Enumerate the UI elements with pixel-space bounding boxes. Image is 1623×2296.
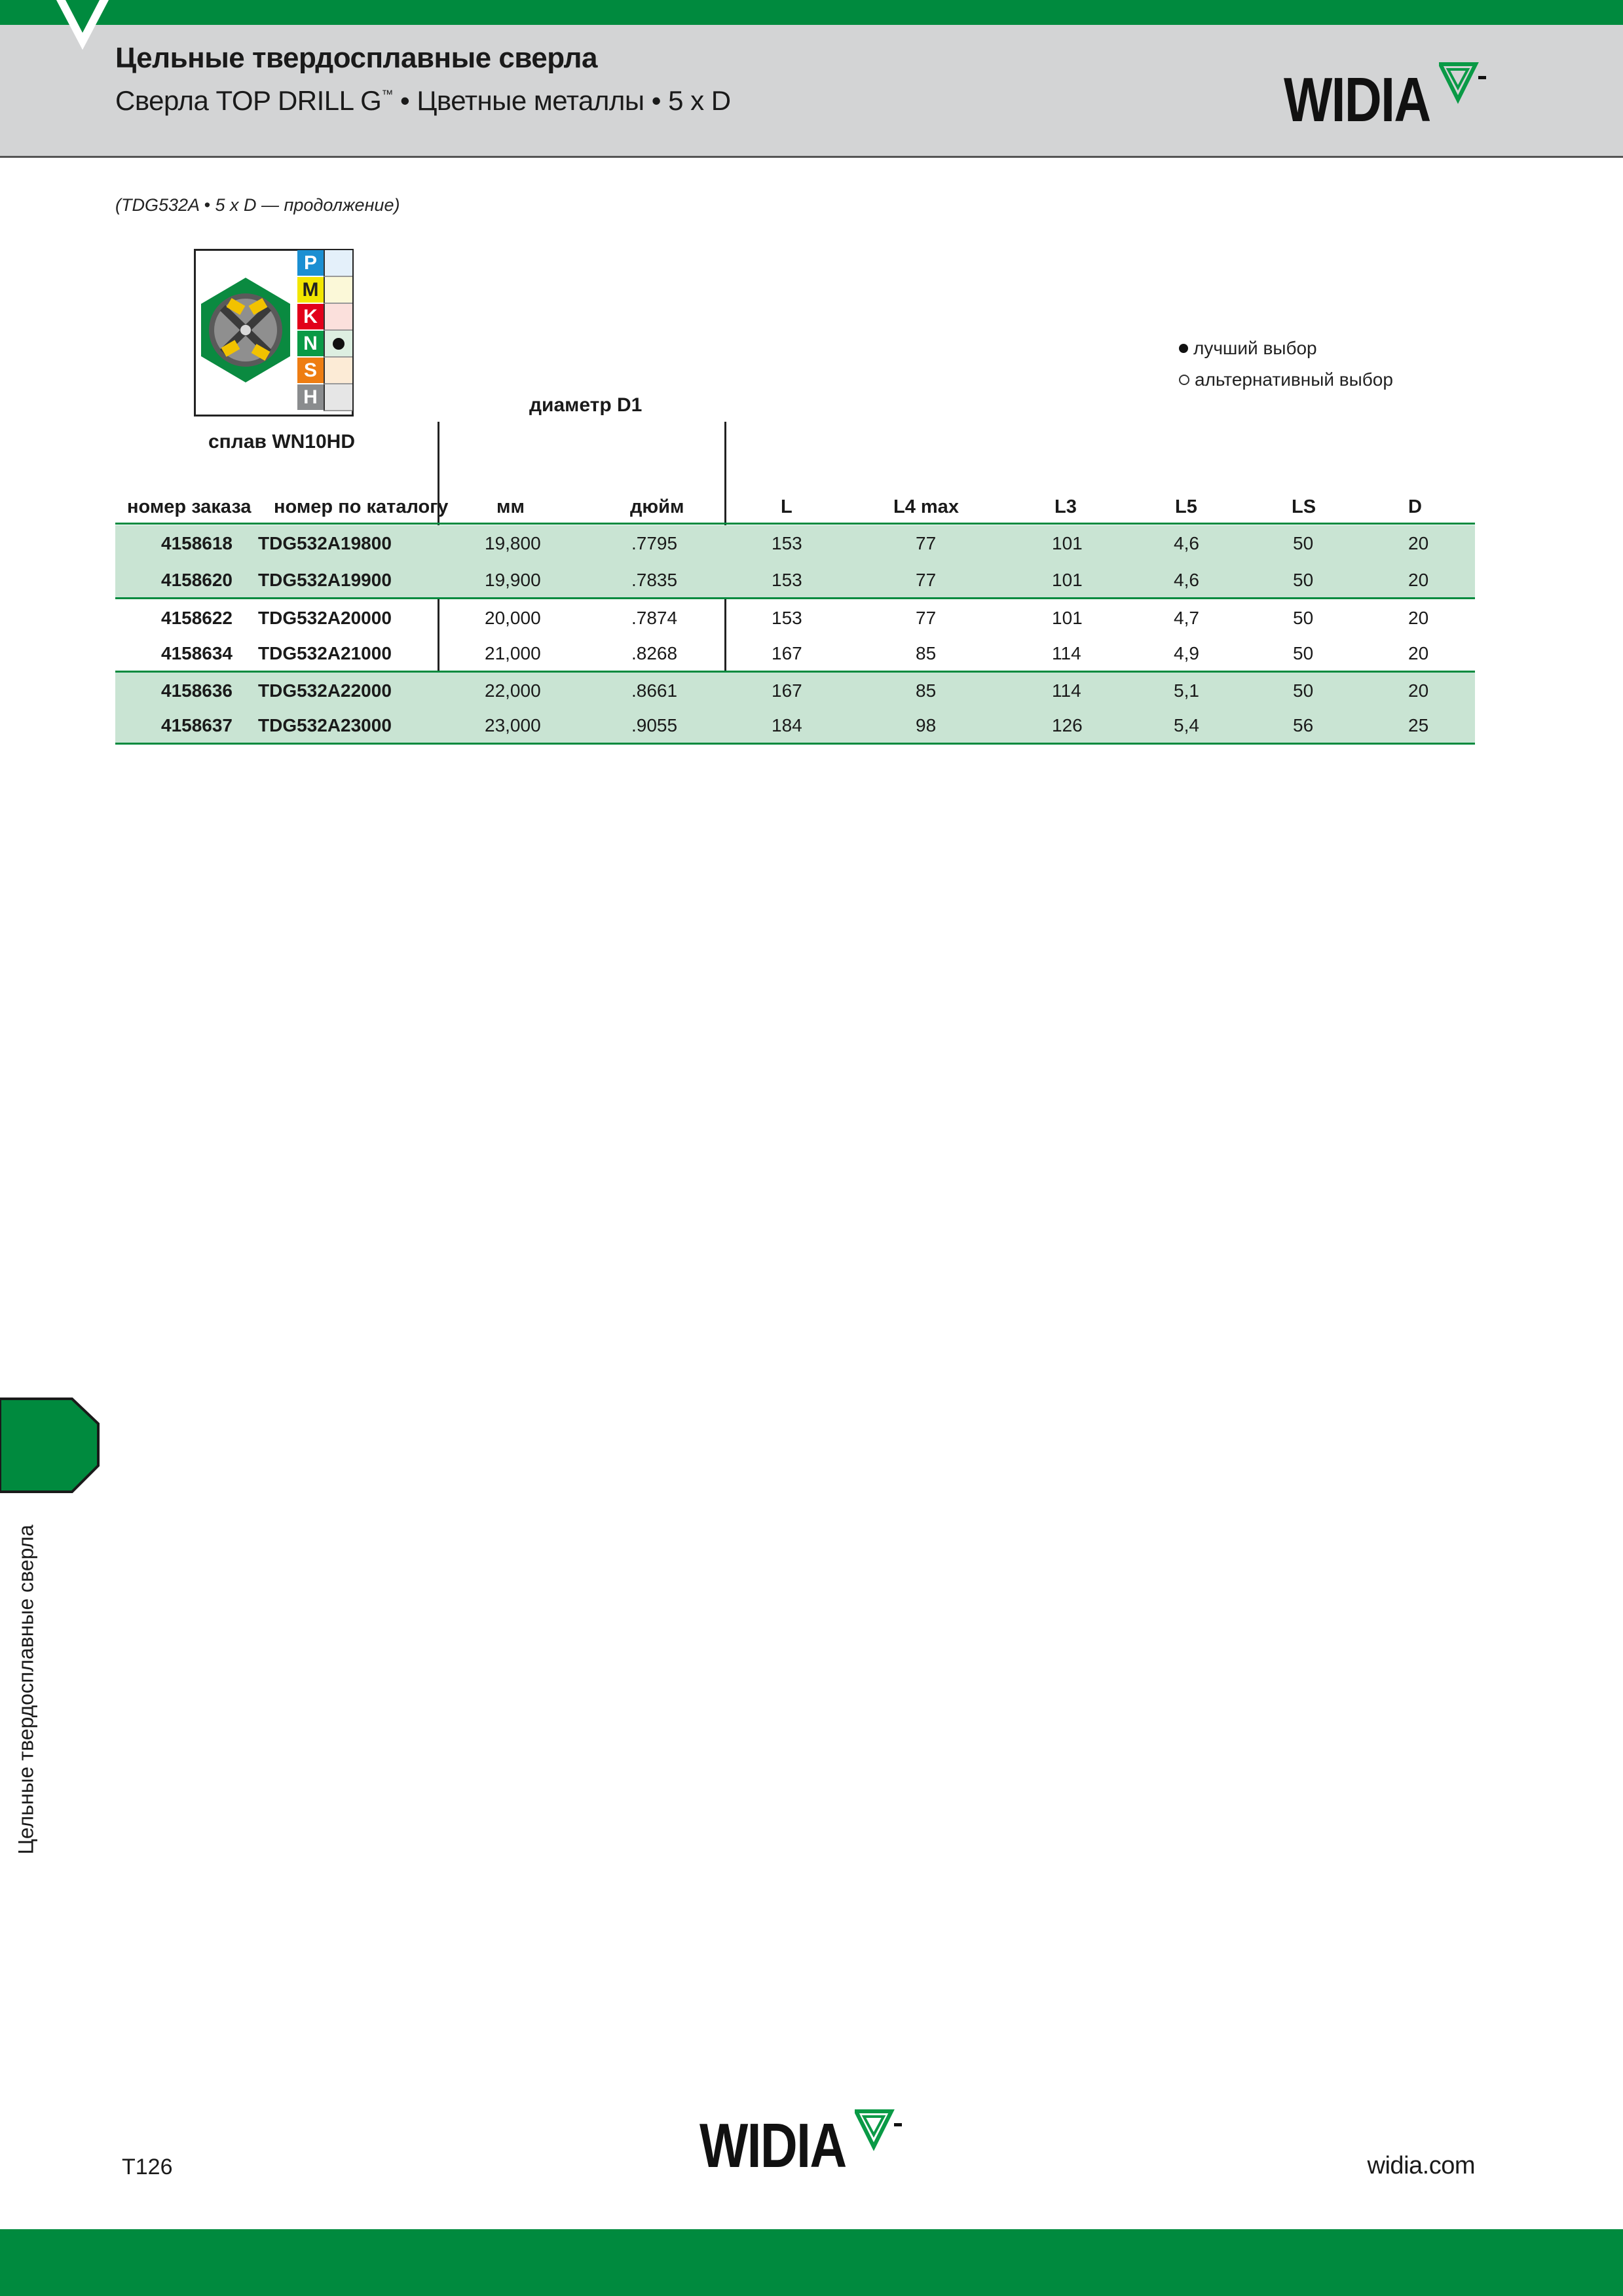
page-number: T126 bbox=[122, 2155, 173, 2179]
cell-catalog: TDG532A22000 bbox=[258, 680, 392, 701]
col-header-d: D bbox=[1408, 496, 1422, 517]
cell-inch: .8661 bbox=[631, 680, 678, 701]
cell-inch: .7874 bbox=[631, 608, 678, 628]
iso-row-k bbox=[297, 304, 354, 331]
cell-mm: 20,000 bbox=[485, 608, 541, 628]
cell-mm: 23,000 bbox=[485, 715, 541, 735]
cell-inch: .7795 bbox=[631, 533, 678, 553]
cell-ls: 56 bbox=[1293, 715, 1314, 735]
cell-mm: 21,000 bbox=[485, 643, 541, 663]
side-section-label bbox=[0, 1506, 52, 1873]
iso-row-h bbox=[297, 384, 354, 411]
corner-notch-accent bbox=[65, 0, 100, 33]
iso-letter-h: H bbox=[297, 384, 324, 411]
cell-l4max: 85 bbox=[916, 680, 937, 701]
col-header-catalog: номер по каталогу bbox=[274, 496, 449, 517]
cell-d: 20 bbox=[1408, 643, 1429, 663]
iso-cell-k bbox=[324, 304, 352, 331]
col-header-order: номер заказа bbox=[127, 496, 252, 517]
table-bottom-rule bbox=[115, 743, 1475, 745]
legend-alternative bbox=[1179, 369, 1393, 390]
iso-cell-n bbox=[324, 331, 352, 358]
cell-l4max: 77 bbox=[916, 570, 937, 590]
bottom-green-bar bbox=[0, 2229, 1623, 2296]
cell-d: 20 bbox=[1408, 533, 1429, 553]
cell-order: 4158637 bbox=[161, 715, 233, 735]
iso-row-n bbox=[297, 331, 354, 358]
cell-d: 20 bbox=[1408, 570, 1429, 590]
col-header-l4max: L4 max bbox=[893, 496, 959, 517]
cell-l5: 4,6 bbox=[1174, 533, 1199, 553]
iso-row-s bbox=[297, 358, 354, 384]
col-header-l3: L3 bbox=[1054, 496, 1077, 517]
cell-order: 4158622 bbox=[161, 608, 233, 628]
col-header-l5: L5 bbox=[1175, 496, 1197, 517]
col-header-ls: LS bbox=[1292, 496, 1316, 517]
cell-inch: .7835 bbox=[631, 570, 678, 590]
cell-l: 153 bbox=[772, 533, 802, 553]
cell-mm: 19,900 bbox=[485, 570, 541, 590]
iso-material-groups bbox=[297, 250, 354, 411]
cell-l: 184 bbox=[772, 715, 802, 735]
cell-order: 4158636 bbox=[161, 680, 233, 701]
iso-letter-n: N bbox=[297, 331, 324, 358]
cell-l5: 5,4 bbox=[1174, 715, 1199, 735]
footer-logo-triangle-icon bbox=[855, 2109, 907, 2155]
alloy-label: сплав WN10HD bbox=[208, 431, 356, 453]
logo-wordmark: WIDIA bbox=[1284, 65, 1430, 135]
legend-best-label: лучший выбор bbox=[1193, 338, 1317, 358]
col-header-mm: мм bbox=[496, 496, 525, 517]
cell-d: 20 bbox=[1408, 608, 1429, 628]
cell-ls: 50 bbox=[1293, 608, 1314, 628]
cell-d: 25 bbox=[1408, 715, 1429, 735]
table-row bbox=[115, 673, 1475, 709]
cell-catalog: TDG532A19900 bbox=[258, 570, 392, 590]
continuation-note: (TDG532A • 5 x D — продолжение) bbox=[115, 195, 400, 215]
iso-letter-s: S bbox=[297, 358, 324, 384]
cell-ls: 50 bbox=[1293, 643, 1314, 663]
cell-catalog: TDG532A21000 bbox=[258, 643, 392, 663]
cell-l: 167 bbox=[772, 680, 802, 701]
table-row bbox=[115, 525, 1475, 562]
table-row bbox=[115, 600, 1475, 637]
iso-cell-m bbox=[324, 277, 352, 304]
best-choice-dot bbox=[333, 338, 345, 350]
cell-l: 167 bbox=[772, 643, 802, 663]
footer-logo bbox=[700, 2111, 907, 2181]
cell-l5: 4,7 bbox=[1174, 608, 1199, 628]
cell-order: 4158634 bbox=[161, 643, 233, 663]
cell-l4max: 77 bbox=[916, 608, 937, 628]
cell-l: 153 bbox=[772, 570, 802, 590]
iso-cell-p bbox=[324, 250, 352, 277]
cell-catalog: TDG532A19800 bbox=[258, 533, 392, 553]
iso-cell-s bbox=[324, 358, 352, 384]
alternative-choice-icon bbox=[1179, 375, 1189, 385]
page-subtitle bbox=[115, 85, 731, 117]
cell-inch: .8268 bbox=[631, 643, 678, 663]
subtitle-part-2: • Цветные металлы • 5 x D bbox=[392, 85, 731, 116]
table-row bbox=[115, 562, 1475, 599]
side-section-text: Цельные твердосплавные сверла bbox=[14, 1525, 38, 1855]
legend-alternative-label: альтернативный выбор bbox=[1195, 369, 1393, 390]
cell-l5: 4,6 bbox=[1174, 570, 1199, 590]
table-row bbox=[115, 635, 1475, 672]
iso-row-p bbox=[297, 250, 354, 277]
cell-catalog: TDG532A23000 bbox=[258, 715, 392, 735]
cell-order: 4158620 bbox=[161, 570, 233, 590]
cell-l: 153 bbox=[772, 608, 802, 628]
logo-triangle-icon bbox=[1439, 62, 1491, 107]
cell-catalog: TDG532A20000 bbox=[258, 608, 392, 628]
table-row bbox=[115, 707, 1475, 744]
cell-mm: 22,000 bbox=[485, 680, 541, 701]
cell-l5: 5,1 bbox=[1174, 680, 1199, 701]
cell-l4max: 98 bbox=[916, 715, 937, 735]
drill-cross-section-icon bbox=[196, 275, 295, 386]
cell-l3: 101 bbox=[1052, 608, 1083, 628]
website-link[interactable]: widia.com bbox=[1367, 2152, 1475, 2179]
cell-l5: 4,9 bbox=[1174, 643, 1199, 663]
cell-l3: 101 bbox=[1052, 533, 1083, 553]
iso-row-m bbox=[297, 277, 354, 304]
cell-l3: 101 bbox=[1052, 570, 1083, 590]
diameter-label: диаметр D1 bbox=[529, 394, 643, 416]
cell-l3: 114 bbox=[1052, 680, 1081, 701]
trademark-mark: ™ bbox=[381, 88, 393, 101]
cell-l4max: 85 bbox=[916, 643, 937, 663]
col-header-l: L bbox=[781, 496, 793, 517]
legend-best bbox=[1179, 338, 1317, 359]
cell-ls: 50 bbox=[1293, 533, 1314, 553]
footer-logo-wordmark: WIDIA bbox=[700, 2111, 846, 2181]
subtitle-part-1: Сверла TOP DRILL G bbox=[115, 85, 382, 116]
cell-l3: 126 bbox=[1052, 715, 1083, 735]
cell-inch: .9055 bbox=[631, 715, 678, 735]
col-header-inch: дюйм bbox=[630, 496, 684, 517]
iso-cell-h bbox=[324, 384, 352, 411]
cell-mm: 19,800 bbox=[485, 533, 541, 553]
group-rule bbox=[115, 597, 1475, 599]
top-green-bar bbox=[0, 0, 1623, 25]
header-logo bbox=[1284, 65, 1491, 135]
table-header bbox=[0, 496, 1623, 523]
iso-letter-m: M bbox=[297, 277, 324, 304]
cell-l4max: 77 bbox=[916, 533, 937, 553]
iso-letter-k: K bbox=[297, 304, 324, 331]
header-rule bbox=[115, 523, 1475, 525]
cell-ls: 50 bbox=[1293, 680, 1314, 701]
cell-l3: 114 bbox=[1052, 643, 1081, 663]
iso-letter-p: P bbox=[297, 250, 324, 277]
section-tab-icon bbox=[0, 1398, 100, 1493]
cell-d: 20 bbox=[1408, 680, 1429, 701]
page-title: Цельные твердосплавные сверла bbox=[115, 42, 597, 74]
cell-order: 4158618 bbox=[161, 533, 233, 553]
cell-ls: 50 bbox=[1293, 570, 1314, 590]
best-choice-icon bbox=[1179, 344, 1188, 353]
